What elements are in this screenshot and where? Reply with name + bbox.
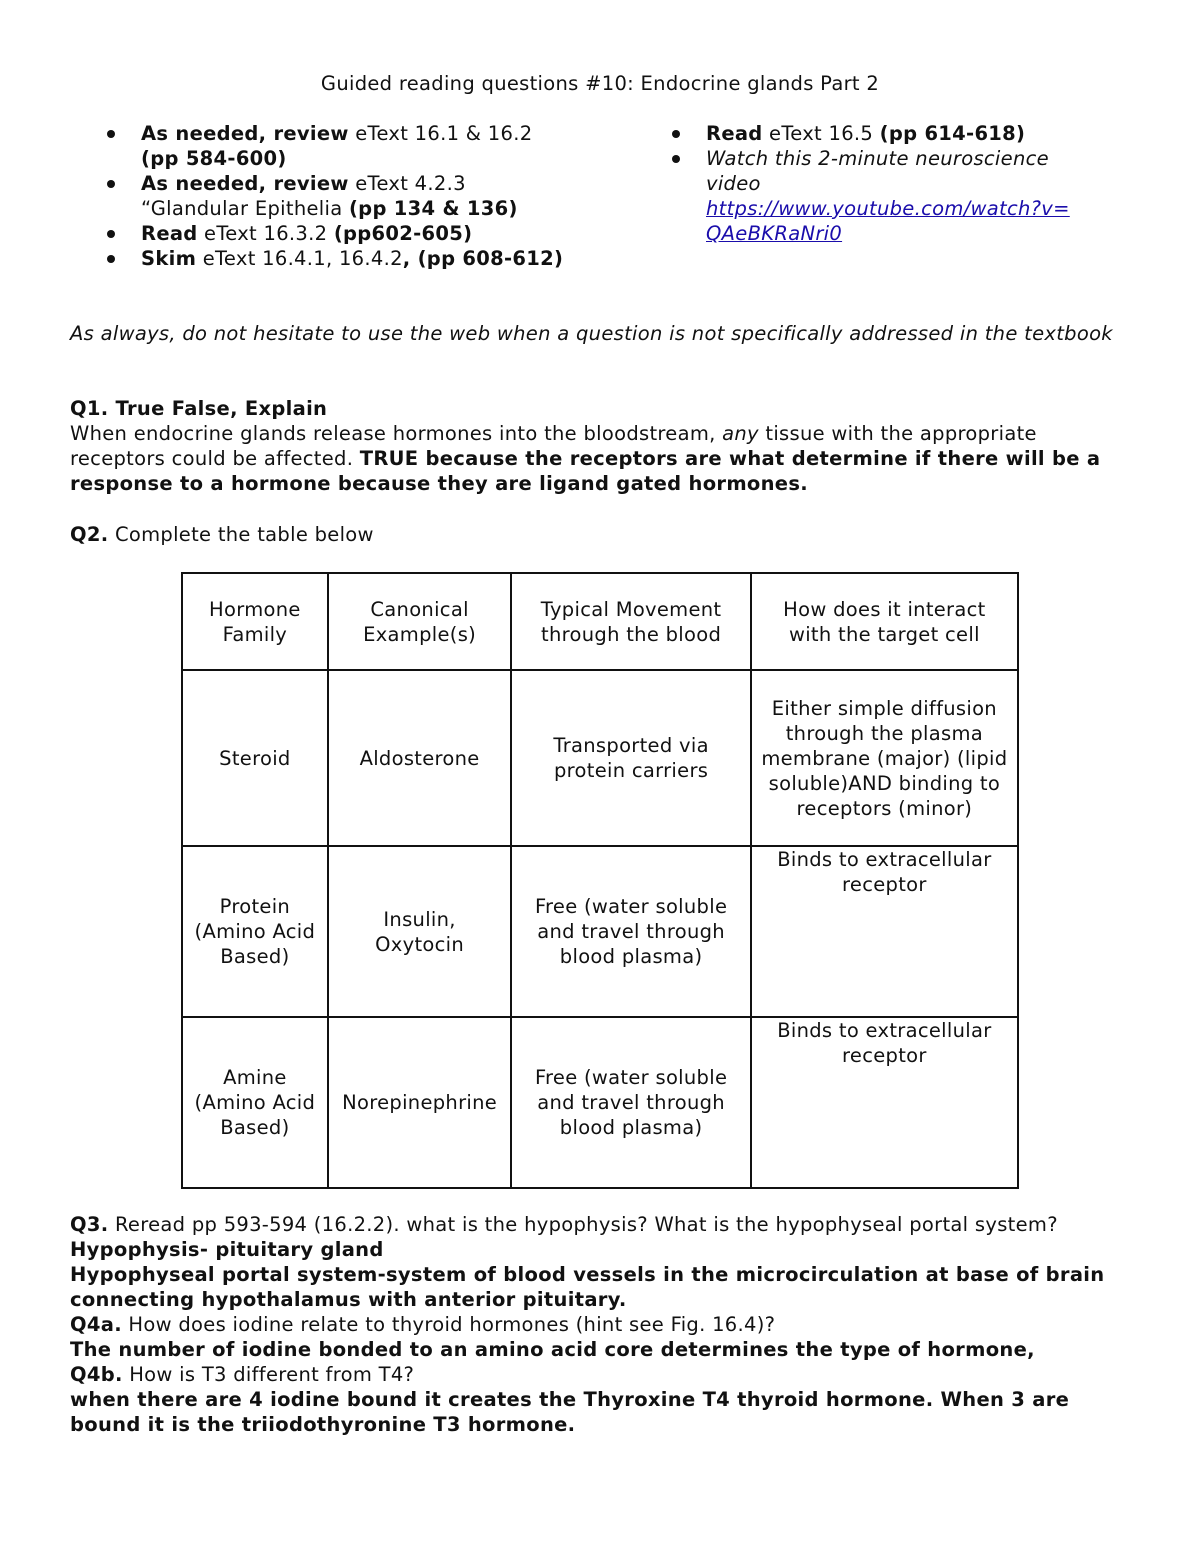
item-text: Watch this 2-minute neuroscience video xyxy=(706,147,1049,195)
table-cell: Aldosterone xyxy=(328,670,512,846)
table-row xyxy=(182,670,1018,846)
table-cell: Steroid xyxy=(182,670,328,846)
item-pages: (pp 584-600) xyxy=(141,147,287,170)
item-text: eText 4.2.3 “Glandular Epithelia xyxy=(141,172,466,220)
table-cell: Insulin, Oxytocin xyxy=(328,846,512,1017)
q4a-label: Q4a. xyxy=(70,1313,122,1336)
q3-answer-2: Hypophyseal portal system-system of blood vessels in the microcirculation at base of brain connecting hypothalamus with anterior pituitary. xyxy=(70,1263,1105,1311)
q1-answer: TRUE because the receptors are what determine if there will be a response to a hormone because they are ligand gated hormones. xyxy=(70,447,1101,495)
q3-answer-1: Hypophysis- pituitary gland xyxy=(70,1238,384,1261)
item-text: eText 16.1 & 16.2 xyxy=(348,122,533,145)
item-pages: (pp602-605) xyxy=(333,222,473,245)
list-item xyxy=(670,146,1090,246)
table-cell: Norepinephrine xyxy=(328,1017,512,1188)
question-2 xyxy=(70,522,1135,547)
list-item xyxy=(105,171,565,221)
q4b-text: How is T3 different from T4? xyxy=(122,1363,415,1386)
q4b-answer: when there are 4 iodine bound it creates the Thyroxine T4 thyroid hormone. When 3 are bound it is the triiodothyronine T3 hormone. xyxy=(70,1388,1070,1436)
page-title: Guided reading questions #10: Endocrine glands Part 2 xyxy=(320,72,880,95)
question-1 xyxy=(70,396,1135,496)
table-row xyxy=(182,846,1018,1017)
item-bold: As needed, review xyxy=(141,172,349,195)
reading-list-right xyxy=(670,121,1090,246)
item-pages: , (pp 608-612) xyxy=(402,247,564,270)
header-cell: Hormone Family xyxy=(182,573,328,670)
list-item xyxy=(105,121,565,171)
item-text: eText 16.3.2 xyxy=(197,222,334,245)
note: As always, do not hesitate to use the web when a question is not specifically addressed in the textbook xyxy=(70,322,1113,345)
q1-text-cont: tissue with the appropriate receptors could be affected. xyxy=(70,422,1037,470)
item-bold: Read xyxy=(141,222,198,245)
q3-text: Reread pp 593-594 (16.2.2). what is the hypophysis? What is the hypophyseal portal system? xyxy=(108,1213,1058,1236)
table-row xyxy=(182,1017,1018,1188)
table-header-row xyxy=(182,573,1018,670)
q4a-text: How does iodine relate to thyroid hormones (hint see Fig. 16.4)? xyxy=(121,1313,776,1336)
item-bold: Read xyxy=(706,122,763,145)
item-text: eText 16.4.1, 16.4.2 xyxy=(196,247,403,270)
list-item xyxy=(105,221,565,246)
item-pages: (pp 614-618) xyxy=(879,122,1026,145)
q1-text: When endocrine glands release hormones into the bloodstream, xyxy=(70,422,723,445)
item-text: eText 16.5 xyxy=(762,122,880,145)
header-cell: Canonical Example(s) xyxy=(328,573,512,670)
q4a-answer: The number of iodine bonded to an amino acid core determines the type of hormone, xyxy=(70,1338,1035,1361)
item-bold: Skim xyxy=(141,247,197,270)
q1-emphasis: any xyxy=(722,422,759,445)
header-cell: How does it interact with the target cell xyxy=(751,573,1018,670)
table-cell: Binds to extracellular receptor xyxy=(751,1017,1018,1188)
item-bold: As needed, review xyxy=(141,122,349,145)
table-cell: Either simple diffusion through the plasma membrane (major) (lipid soluble)AND binding to receptors (minor) xyxy=(751,670,1018,846)
q2-text: Complete the table below xyxy=(108,523,374,546)
q3-label: Q3. xyxy=(70,1213,109,1236)
list-item xyxy=(105,246,565,271)
header-cell: Typical Movement through the blood xyxy=(511,573,750,670)
item-pages: (pp 134 & 136) xyxy=(348,197,518,220)
reading-list-left xyxy=(105,121,565,271)
table-cell: Free (water soluble and travel through blood plasma) xyxy=(511,846,750,1017)
questions-3-4 xyxy=(70,1212,1135,1437)
table-cell: Protein (Amino Acid Based) xyxy=(182,846,328,1017)
q1-heading: Q1. True False, Explain xyxy=(70,397,328,420)
hormone-table xyxy=(181,572,1019,1189)
list-item xyxy=(670,121,1090,146)
table-cell: Binds to extracellular receptor xyxy=(751,846,1018,1017)
table-cell: Amine (Amino Acid Based) xyxy=(182,1017,328,1188)
table-cell: Transported via protein carriers xyxy=(511,670,750,846)
table-cell: Free (water soluble and travel through blood plasma) xyxy=(511,1017,750,1188)
q2-label: Q2. xyxy=(70,523,109,546)
video-link[interactable]: https://www.youtube.com/watch?v=QAeBKRaNri0 xyxy=(706,197,1070,245)
q4b-label: Q4b. xyxy=(70,1363,123,1386)
